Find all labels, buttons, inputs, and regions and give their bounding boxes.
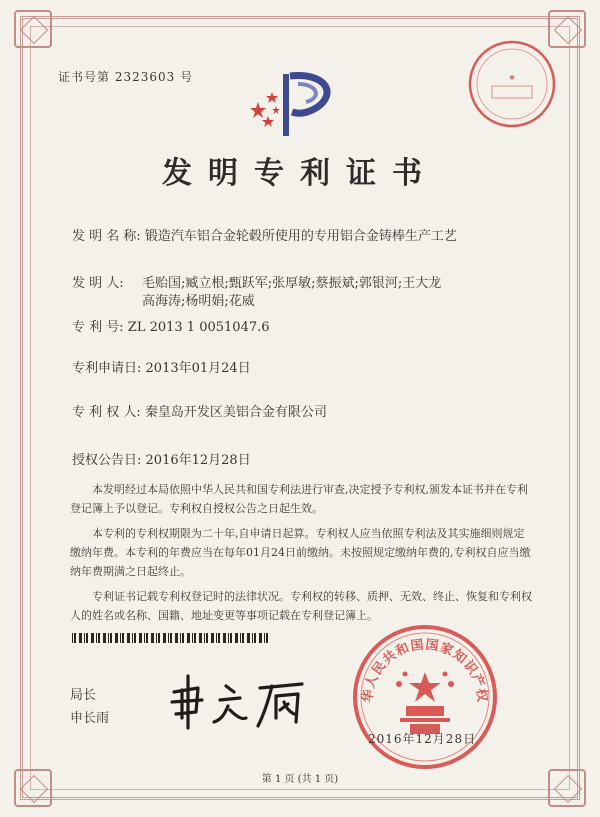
patent-number-label: 专 利 号: xyxy=(72,320,124,335)
svg-text:★: ★ xyxy=(508,73,516,82)
barcode-bar xyxy=(216,633,217,643)
inventors-row xyxy=(72,275,442,309)
barcode-bar xyxy=(108,633,109,643)
barcode-icon xyxy=(72,633,272,643)
barcode-bar xyxy=(96,633,97,643)
official-seal-icon xyxy=(350,622,500,776)
director-title: 局长 xyxy=(70,688,97,703)
issue-date: 2016年12月28日 xyxy=(368,732,477,746)
barcode-bar xyxy=(199,633,202,643)
inventors-line: 高海涛;杨明娟;花威 xyxy=(142,294,255,309)
barcode-bar xyxy=(228,633,229,643)
barcode-bar xyxy=(175,633,178,643)
barcode-bar xyxy=(168,633,169,643)
barcode-bar xyxy=(158,633,160,643)
barcode-bar xyxy=(91,633,94,643)
barcode-bar xyxy=(247,633,250,643)
handwritten-signature xyxy=(168,672,328,736)
barcode-bar xyxy=(182,633,184,643)
barcode-bar xyxy=(242,633,244,643)
barcode-bar xyxy=(74,633,76,643)
application-date-value: 2013年01月24日 xyxy=(145,361,251,376)
barcode-bar xyxy=(235,633,238,643)
page-footer: 第 1 页 (共 1 页) xyxy=(261,774,339,785)
certificate-number xyxy=(58,68,193,85)
barcode-bar xyxy=(223,633,226,643)
barcode-bar xyxy=(170,633,172,643)
body-paragraph: 本专利的专利权期限为二十年,自申请日起算。专利权人应当依照专利法及其实施细则规定缴纳年费。本专利的年费应当在每年01月24日前缴纳。未按照规定缴纳年费的,专利权自应当缴纳年费期满之日起终止。 xyxy=(70,527,531,578)
certificate-number-suffix: 号 xyxy=(180,70,194,84)
barcode-bar xyxy=(84,633,85,643)
corner-ornament xyxy=(14,10,52,48)
patent-office-logo-icon xyxy=(246,64,346,148)
barcode-bar xyxy=(218,633,220,643)
barcode-bar xyxy=(79,633,82,643)
barcode-bar xyxy=(252,633,253,643)
invention-name-row xyxy=(72,228,457,246)
barcode-bar xyxy=(156,633,157,643)
barcode-bar xyxy=(163,633,166,643)
invention-name-value: 锻造汽车铝合金轮毂所使用的专用铝合金铸棒生产工艺 xyxy=(144,229,457,244)
barcode-bar xyxy=(254,633,256,643)
patentee-label: 专 利 权 人: xyxy=(72,405,141,420)
patentee-row xyxy=(72,404,327,422)
grant-date-label: 授权公告日: xyxy=(72,453,142,468)
barcode-bar xyxy=(240,633,241,643)
barcode-bar xyxy=(151,633,154,643)
invention-name-label: 发 明 名 称: xyxy=(72,229,141,244)
certificate-body xyxy=(70,480,532,625)
inventors-label: 发 明 人: xyxy=(72,276,124,291)
application-date-row xyxy=(72,360,251,378)
certificate-number-value: 2323603 xyxy=(114,70,176,84)
seal-text: 华人民共和国国家知识产权 xyxy=(360,637,490,704)
agency-seal-icon xyxy=(466,38,558,134)
barcode-bar xyxy=(115,633,118,643)
grant-date-row xyxy=(72,452,251,470)
director-name: 申长雨 xyxy=(70,711,110,726)
barcode-bar xyxy=(187,633,190,643)
barcode-bar xyxy=(122,633,124,643)
barcode-bar xyxy=(230,633,232,643)
barcode-bar xyxy=(144,633,145,643)
barcode-bar xyxy=(194,633,196,643)
barcode-bar xyxy=(132,633,133,643)
barcode-bar xyxy=(103,633,106,643)
barcode-bar xyxy=(211,633,214,643)
patent-number-row xyxy=(72,319,270,337)
patentee-value: 秦皇岛开发区美铝合金有限公司 xyxy=(144,405,327,420)
barcode-bar xyxy=(98,633,100,643)
barcode-bar xyxy=(139,633,142,643)
certificate-number-label: 证书号第 xyxy=(58,70,111,84)
barcode-bar xyxy=(127,633,130,643)
inventors-list xyxy=(142,275,482,311)
barcode-bar xyxy=(204,633,205,643)
patent-number-value: ZL 2013 1 0051047.6 xyxy=(127,320,270,335)
barcode-bar xyxy=(120,633,121,643)
barcode-bar xyxy=(259,633,262,643)
grant-date-value: 2016年12月28日 xyxy=(145,453,251,468)
body-paragraph: 本发明经过本局依照中华人民共和国专利法进行审查,决定授予专利权,颁发本证书并在专利登记簿上予以登记。专利权自授权公告之日起生效。 xyxy=(70,483,528,515)
barcode-bar xyxy=(206,633,208,643)
barcode-bar xyxy=(264,633,265,643)
barcode-bar xyxy=(86,633,88,643)
barcode-bar xyxy=(72,633,73,643)
barcode-bar xyxy=(180,633,181,643)
barcode-bar xyxy=(110,633,112,643)
barcode-bar xyxy=(266,633,268,643)
barcode-bar xyxy=(146,633,148,643)
barcode-bar xyxy=(134,633,136,643)
body-paragraph: 专利证书记载专利权登记时的法律状况。专利权的转移、质押、无效、终止、恢复和专利权人的姓名或名称、国籍、地址变更等事项记载在专利登记簿上。 xyxy=(70,590,532,622)
inventors-line: 毛贻国;臧立根;甄跃军;张厚敏;蔡振斌;郭银河;王大龙 xyxy=(142,276,442,291)
page-title: 发明专利证书 xyxy=(162,156,438,191)
barcode-bar xyxy=(192,633,193,643)
application-date-label: 专利申请日: xyxy=(72,361,142,376)
